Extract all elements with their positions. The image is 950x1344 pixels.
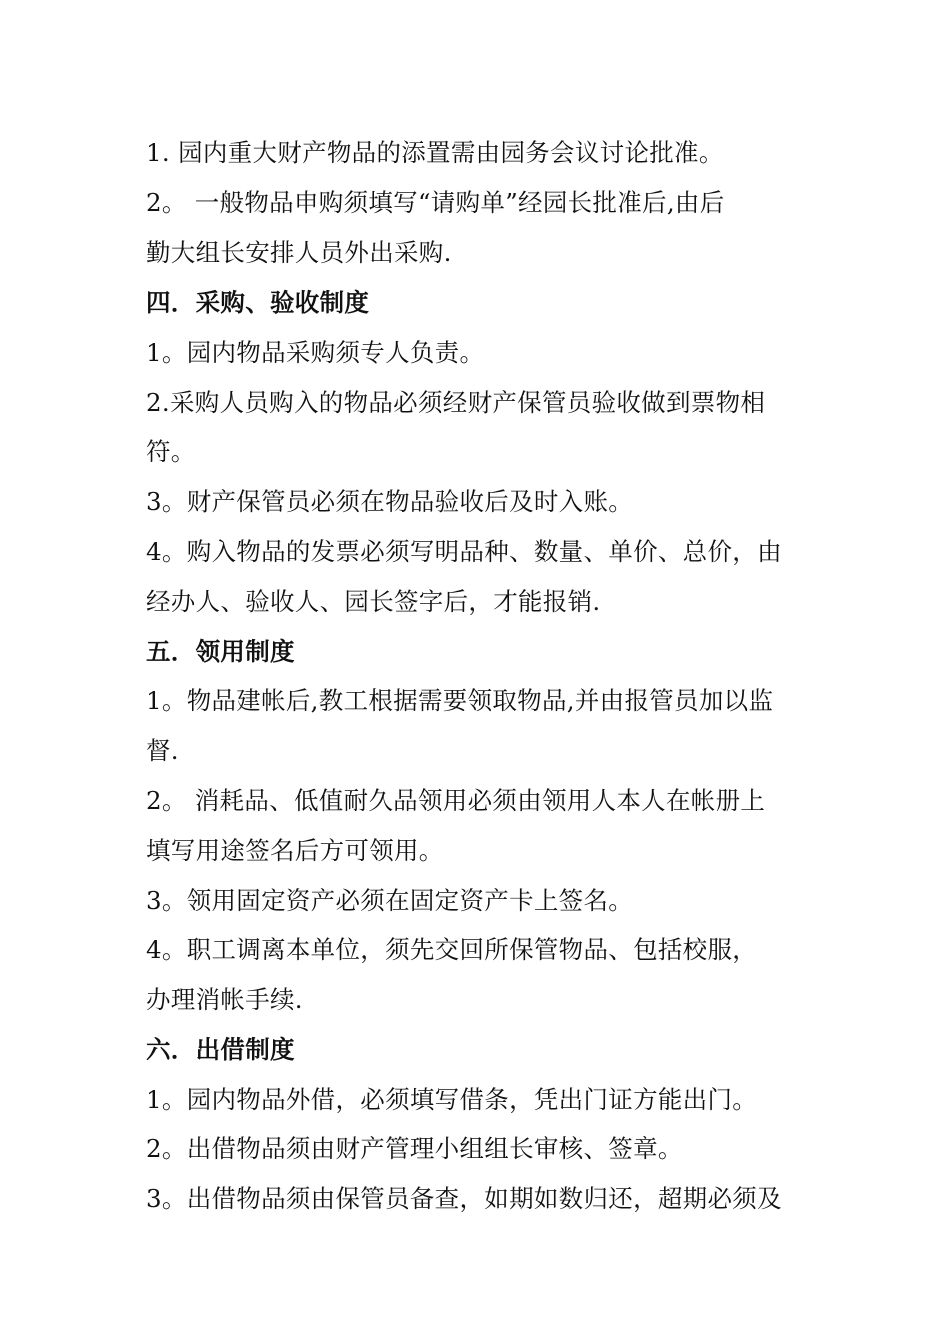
text-line: 1。园内物品采购须专人负责。 <box>146 338 485 367</box>
text-line: 4。购入物品的发票必须写明品种、数量、单价、总价，由 <box>146 537 782 566</box>
text-line: 1. 园内重大财产物品的添置需由园务会议讨论批准。 <box>146 138 724 167</box>
text-line: 3。领用固定资产必须在固定资产卡上签名。 <box>146 886 634 915</box>
text-line: 1。园内物品外借，必须填写借条，凭出门证方能出门。 <box>146 1085 758 1114</box>
text-line: 4。职工调离本单位，须先交回所保管物品、包括校服， <box>146 935 758 964</box>
text-line: 填写用途签名后方可领用。 <box>146 836 444 865</box>
text-line: 2。 消耗品、低值耐久品领用必须由领用人本人在帐册上 <box>146 786 766 815</box>
text-line: 2.采购人员购入的物品必须经财产保管员验收做到票物相 <box>146 388 766 417</box>
text-line: 1。物品建帐后,教工根据需要领取物品,并由报管员加以监 <box>146 686 774 715</box>
text-line: 办理消帐手续. <box>146 985 303 1014</box>
text-line: 勤大组长安排人员外出采购. <box>146 238 452 267</box>
section-heading: 六．出借制度 <box>146 1035 295 1064</box>
text-line: 3。财产保管员必须在物品验收后及时入账。 <box>146 487 634 516</box>
section-heading: 四．采购、验收制度 <box>146 288 370 317</box>
text-line: 经办人、验收人、园长签字后，才能报销. <box>146 587 601 616</box>
text-line: 督. <box>146 736 179 765</box>
text-line: 符。 <box>146 437 196 466</box>
section-heading: 五．领用制度 <box>146 637 295 666</box>
text-line: 3。出借物品须由保管员备查，如期如数归还，超期必须及 <box>146 1184 782 1213</box>
text-line: 2。出借物品须由财产管理小组组长审核、签章。 <box>146 1134 683 1163</box>
text-line: 2。 一般物品申购须填写“请购单”经园长批准后,由后 <box>146 188 725 217</box>
